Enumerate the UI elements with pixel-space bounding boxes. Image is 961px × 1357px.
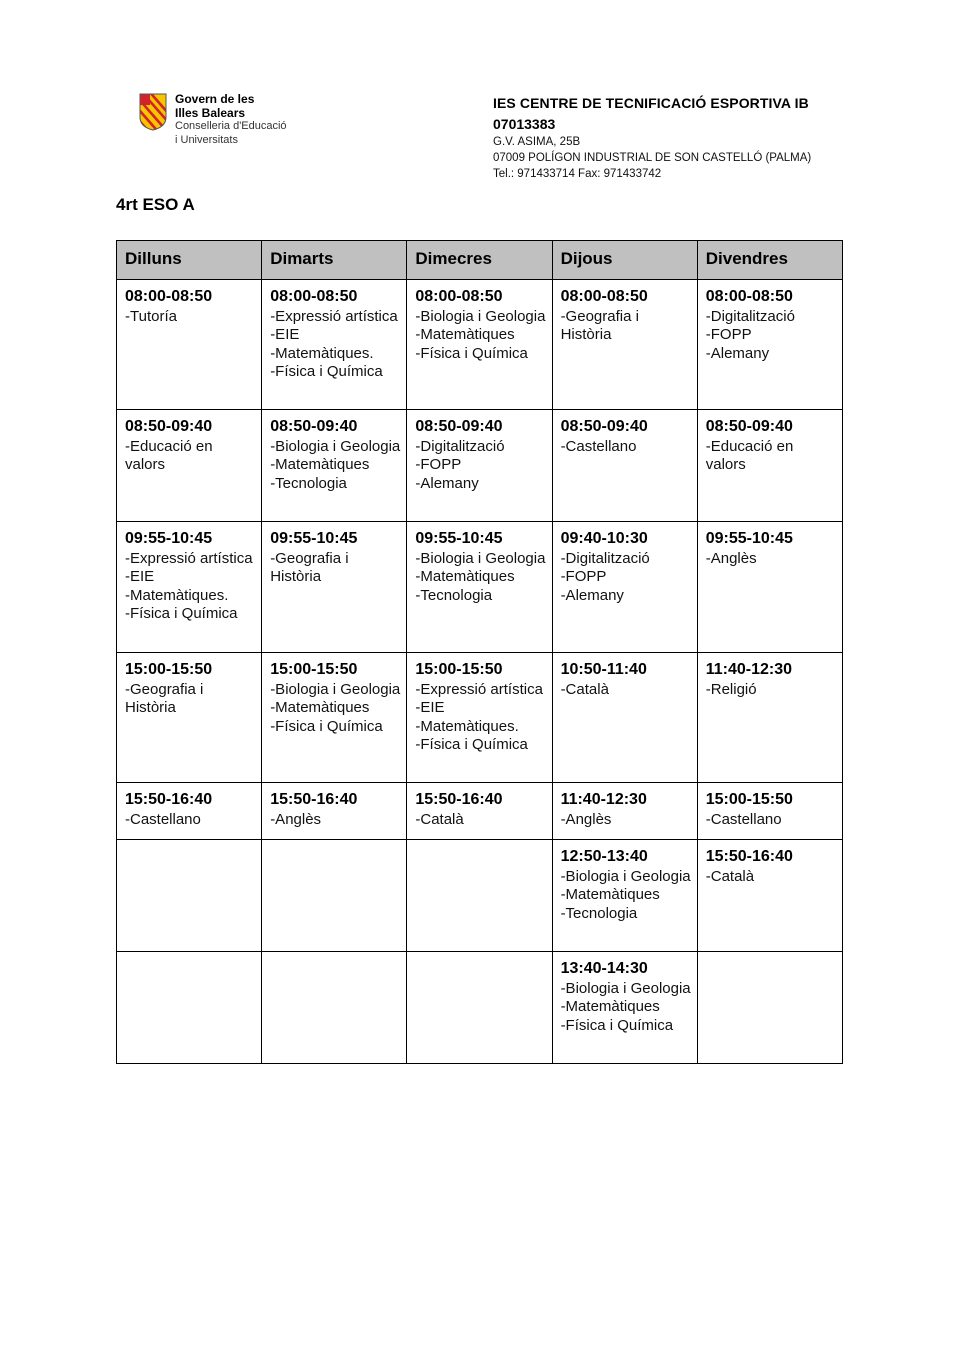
subject-item: -EIE [415, 699, 445, 716]
subject-item: -Geografia i Història [270, 549, 349, 585]
government-logo [139, 93, 287, 147]
timetable-row [117, 952, 843, 1064]
subject-item: -Anglès [705, 549, 757, 567]
subject-item: -Física i Química [415, 344, 528, 362]
school-address: G.V. ASIMA, 25B [493, 136, 581, 148]
timetable-cell [407, 522, 552, 653]
subject-item: -Educació en valors [125, 437, 213, 473]
timetable-cell [407, 952, 552, 1064]
subject-item: -Expressió artística [415, 680, 543, 698]
slot-time: 15:00-15:50 [705, 791, 793, 808]
timetable-row [117, 653, 843, 783]
timetable-cell [697, 783, 842, 840]
slot-time: 09:55-10:45 [125, 530, 213, 547]
timetable-cell [552, 280, 697, 410]
subject-item: -Català [705, 867, 755, 885]
timetable-cell [117, 280, 262, 410]
timetable-cell [117, 952, 262, 1064]
subject-item: -Física i Química [270, 717, 383, 735]
timetable-row [117, 280, 843, 410]
timetable-cell [552, 653, 697, 783]
timetable-cell [117, 410, 262, 522]
subject-item: -Castellano [560, 437, 637, 455]
subject-item: -Matemàtiques [270, 699, 370, 716]
subject-item: -Expressió artística [125, 549, 253, 567]
subject-item: -Tutoría [125, 307, 177, 325]
subject-item: -Català [415, 810, 464, 828]
subject-item: -Digitalització [415, 437, 505, 455]
logo-line-3: Conselleria d'Educació [175, 120, 287, 132]
subject-item: -Matemàtiques [560, 886, 660, 903]
timetable-cell [552, 783, 697, 840]
subject-item: -Alemany [560, 586, 624, 604]
slot-time: 08:50-09:40 [125, 418, 213, 435]
timetable-cell [697, 840, 842, 952]
slot-time: 11:40-12:30 [705, 661, 793, 678]
logo-line-1: Govern de les [175, 92, 255, 106]
timetable-cell [262, 653, 407, 783]
day-header-tuesday: Dimarts [262, 241, 407, 280]
slot-time: 15:50-16:40 [125, 791, 213, 808]
subject-item: -Matemàtiques. [415, 717, 519, 735]
subject-item: -Digitalització [560, 549, 650, 567]
subject-item: -Digitalització [705, 307, 795, 325]
timetable-cell [262, 522, 407, 653]
timetable-cell [552, 410, 697, 522]
subject-item: -EIE [270, 326, 300, 343]
day-header-friday: Divendres [697, 241, 842, 280]
school-city: 07009 POLÍGON INDUSTRIAL DE SON CASTELLÓ (PALMA) [493, 152, 812, 164]
timetable-cell [552, 522, 697, 653]
timetable-cell [117, 783, 262, 840]
school-name: IES CENTRE DE TECNIFICACIÓ ESPORTIVA IB [493, 95, 809, 111]
timetable-row [117, 783, 843, 840]
slot-time: 15:00-15:50 [415, 661, 503, 678]
subject-item: -Biologia i Geologia [560, 979, 691, 997]
slot-time: 08:00-08:50 [415, 288, 503, 305]
timetable-cell [407, 410, 552, 522]
subject-item: -Matemàtiques [560, 998, 660, 1015]
subject-item: -Religió [705, 680, 757, 698]
subject-item: -Alemany [705, 344, 770, 362]
timetable-cell [407, 840, 552, 952]
timetable-cell [697, 952, 842, 1064]
subject-item: -Matemàtiques. [270, 344, 374, 362]
slot-time: 09:55-10:45 [415, 530, 503, 547]
timetable [116, 240, 843, 1064]
subject-item: -Tecnologia [560, 904, 638, 922]
subject-item: -Física i Química [125, 605, 238, 622]
school-code: 07013383 [493, 116, 556, 132]
subject-item: -EIE [125, 568, 155, 585]
slot-time: 08:50-09:40 [705, 418, 793, 435]
timetable-body [117, 280, 843, 1064]
subject-item: -Tecnologia [415, 586, 493, 604]
timetable-cell [407, 280, 552, 410]
subject-item: -Català [560, 680, 609, 698]
slot-time: 13:40-14:30 [560, 960, 648, 977]
subject-item: -Castellano [705, 810, 782, 828]
slot-time: 09:55-10:45 [705, 530, 793, 547]
subject-item: -Física i Química [270, 363, 383, 380]
timetable-cell [407, 783, 552, 840]
timetable-cell [262, 783, 407, 840]
school-contact: Tel.: 971433714 Fax: 971433742 [493, 168, 662, 180]
subject-item: -Biologia i Geologia [270, 437, 401, 455]
slot-time: 11:40-12:30 [560, 791, 647, 808]
subject-item: -Matemàtiques [415, 568, 515, 585]
timetable-row [117, 840, 843, 952]
timetable-row [117, 410, 843, 522]
subject-item: -Biologia i Geologia [270, 680, 401, 698]
subject-item: -Matemàtiques [415, 326, 515, 343]
slot-time: 08:00-08:50 [705, 288, 793, 305]
timetable-cell [697, 410, 842, 522]
slot-time: 09:40-10:30 [560, 530, 648, 547]
subject-item: -Geografia i Història [560, 307, 639, 343]
class-title: 4rt ESO A [116, 195, 195, 214]
subject-item: -Tecnologia [270, 474, 347, 492]
timetable-cell [697, 280, 842, 410]
timetable-cell [117, 522, 262, 653]
subject-item: -Física i Química [415, 736, 528, 753]
slot-time: 15:00-15:50 [125, 661, 213, 678]
subject-item: -Matemàtiques. [125, 586, 229, 604]
subject-item: -Anglès [560, 810, 612, 828]
slot-time: 08:50-09:40 [560, 418, 648, 435]
timetable-cell [262, 410, 407, 522]
logo-line-4: i Universitats [175, 133, 238, 146]
subject-item: -Física i Química [560, 1016, 674, 1034]
day-header-row [117, 241, 843, 280]
slot-time: 08:00-08:50 [560, 288, 648, 305]
slot-time: 15:50-16:40 [270, 791, 358, 808]
slot-time: 12:50-13:40 [560, 848, 648, 865]
timetable-cell [262, 952, 407, 1064]
subject-item: -Biologia i Geologia [560, 867, 691, 885]
subject-item: -Geografia i Història [125, 680, 204, 716]
slot-time: 15:50-16:40 [705, 848, 793, 865]
slot-time: 08:00-08:50 [270, 288, 358, 305]
timetable-cell [262, 280, 407, 410]
slot-time: 08:00-08:50 [125, 288, 213, 305]
subject-item: -FOPP [705, 326, 752, 343]
slot-time: 15:00-15:50 [270, 661, 358, 678]
subject-item: -Anglès [270, 810, 322, 828]
day-header-wednesday: Dimecres [407, 241, 552, 280]
timetable-row [117, 522, 843, 653]
timetable-cell [552, 840, 697, 952]
timetable-cell [407, 653, 552, 783]
subject-item: -Biologia i Geologia [415, 549, 546, 567]
subject-item: -FOPP [560, 568, 607, 585]
subject-item: -FOPP [415, 456, 462, 473]
slot-time: 10:50-11:40 [560, 661, 647, 678]
timetable-cell [117, 653, 262, 783]
timetable-cell [697, 653, 842, 783]
timetable-cell [117, 840, 262, 952]
balearic-shield-icon [139, 93, 167, 131]
subject-item: -Matemàtiques [270, 456, 370, 473]
slot-time: 15:50-16:40 [415, 791, 503, 808]
slot-time: 08:50-09:40 [415, 418, 503, 435]
day-header-thursday: Dijous [552, 241, 697, 280]
subject-item: -Castellano [125, 810, 201, 828]
subject-item: -Alemany [415, 474, 479, 492]
timetable-cell [552, 952, 697, 1064]
school-info [493, 95, 811, 180]
subject-item: -Biologia i Geologia [415, 307, 546, 325]
logo-line-2: Illes Balears [175, 105, 246, 120]
slot-time: 09:55-10:45 [270, 530, 358, 547]
subject-item: -Educació en valors [705, 437, 794, 473]
timetable-cell [697, 522, 842, 653]
day-header-monday: Dilluns [117, 241, 262, 280]
slot-time: 08:50-09:40 [270, 418, 358, 435]
subject-item: -Expressió artística [270, 307, 398, 325]
timetable-cell [262, 840, 407, 952]
